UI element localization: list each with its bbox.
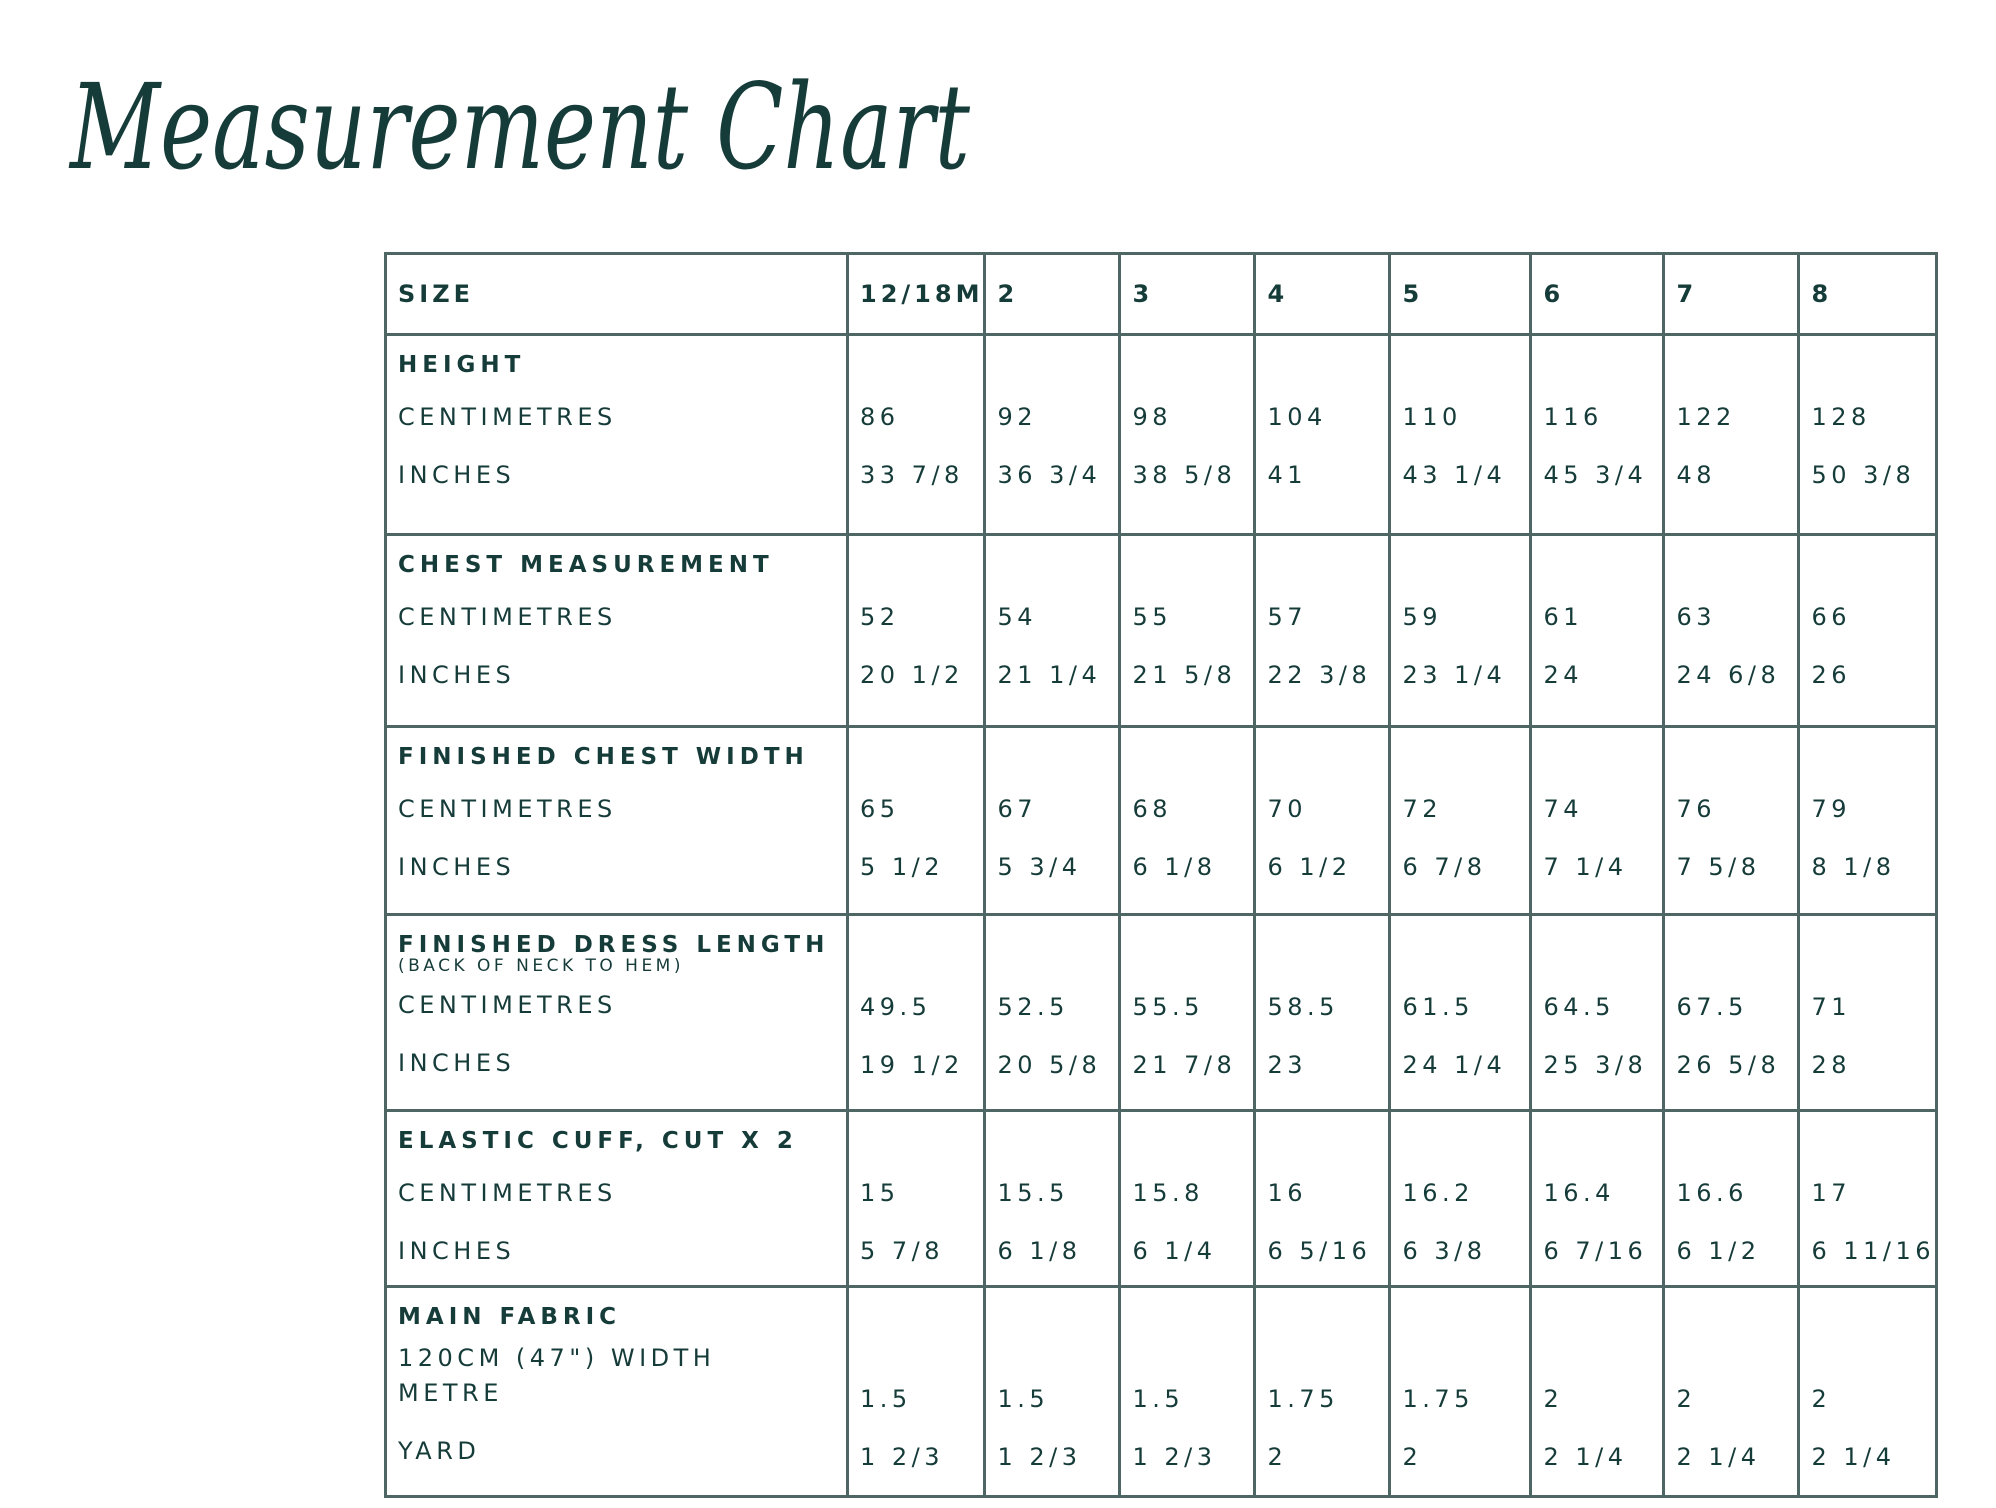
measurement-value: 16.2 [1402,1179,1474,1207]
value-cell [1531,727,1664,915]
measurement-value: 1 2/3 [860,1443,945,1471]
cell-spacer [997,728,1118,780]
measurement-value: 65 [860,795,900,823]
group-label: ELASTIC CUFF, CUT X 2 [398,1128,798,1154]
measurement-group-row [386,915,1937,1111]
measurement-value: 7 5/8 [1676,853,1761,881]
measurement-value: 76 [1676,795,1716,823]
measurement-value: 2 1/4 [1811,1443,1896,1471]
measurement-value: 67.5 [1676,993,1748,1021]
cell-spacer [1267,336,1388,388]
group-label-cell [386,535,848,727]
size-header-cell: 6 [1531,254,1664,335]
measurement-group-row [386,727,1937,915]
measurement-value: 41 [1267,461,1307,489]
measurement-group-row [386,335,1937,535]
measurement-value: 61 [1543,603,1583,631]
measurement-value: 57 [1267,603,1307,631]
value-cell [1531,1111,1664,1287]
cell-spacer [1402,1288,1529,1370]
value-cell [1255,1111,1390,1287]
measurement-value: 2 [1811,1385,1832,1413]
measurement-value: 22 3/8 [1267,661,1372,689]
cell-spacer [1543,728,1662,780]
cell-spacer [1543,1288,1662,1370]
measurement-table [384,252,1938,1498]
cell-spacer [1811,916,1935,978]
measurement-value: 59 [1402,603,1442,631]
measurement-value: 21 7/8 [1132,1051,1237,1079]
size-header-cell: 2 [985,254,1120,335]
measurement-value: 98 [1132,403,1172,431]
measurement-value: 48 [1676,461,1716,489]
measurement-value: 5 7/8 [860,1237,945,1265]
measurement-value: 50 3/8 [1811,461,1916,489]
size-header-cell: 5 [1390,254,1531,335]
value-cell [1120,1111,1255,1287]
measurement-value: 19 1/2 [860,1051,964,1079]
measurement-value: 8 1/8 [1811,853,1896,881]
cell-spacer [1132,336,1253,388]
measurement-value: 24 1/4 [1402,1051,1507,1079]
unit-label: YARD [398,1437,481,1465]
measurement-value: 1.5 [997,1385,1050,1413]
value-cell [1120,535,1255,727]
cell-spacer [1402,916,1529,978]
cell-spacer [997,1112,1118,1164]
cell-spacer [860,1112,983,1164]
measurement-value: 52 [860,603,900,631]
value-cell [1255,535,1390,727]
unit-label: INCHES [398,1049,516,1077]
value-cell [848,335,985,535]
measurement-group-row [386,1111,1937,1287]
measurement-value: 28 [1811,1051,1851,1079]
group-label: HEIGHT [398,352,526,378]
value-cell [1799,915,1937,1111]
size-header-cell: 12/18M [848,254,985,335]
cell-spacer [1267,536,1388,588]
value-cell [1799,1111,1937,1287]
unit-label: INCHES [398,461,516,489]
value-cell [1531,535,1664,727]
measurement-value: 16.6 [1676,1179,1748,1207]
unit-label: METRE [398,1379,503,1407]
value-cell [1531,335,1664,535]
page-title [70,40,1030,215]
measurement-value: 16 [1267,1179,1307,1207]
value-cell [985,727,1120,915]
value-cell [848,1287,985,1497]
value-cell [1255,727,1390,915]
measurement-value: 68 [1132,795,1172,823]
measurement-value: 110 [1402,403,1462,431]
value-cell [1531,1287,1664,1497]
measurement-table-wrapper [384,252,1938,1498]
cell-spacer [860,728,983,780]
measurement-value: 6 11/16 [1811,1237,1936,1265]
cell-spacer [1676,1288,1797,1370]
measurement-value: 6 5/16 [1267,1237,1372,1265]
value-cell [1390,335,1531,535]
size-header-row [386,254,1937,335]
measurement-value: 21 5/8 [1132,661,1237,689]
cell-spacer [1402,336,1529,388]
value-cell [1120,1287,1255,1497]
cell-spacer [1676,916,1797,978]
value-cell [1390,1111,1531,1287]
cell-spacer [1811,336,1935,388]
unit-label: CENTIMETRES [398,603,617,631]
measurement-value: 26 5/8 [1676,1051,1781,1079]
cell-spacer [1267,728,1388,780]
measurement-value: 2 [1676,1385,1697,1413]
measurement-value: 21 1/4 [997,661,1102,689]
measurement-value: 25 3/8 [1543,1051,1648,1079]
measurement-value: 6 1/8 [997,1237,1082,1265]
measurement-value: 5 1/2 [860,853,945,881]
cell-spacer [860,536,983,588]
measurement-value: 6 1/8 [1132,853,1217,881]
unit-label: INCHES [398,1237,516,1265]
measurement-value: 1.75 [1402,1385,1474,1413]
measurement-value: 2 [1402,1443,1423,1471]
cell-spacer [997,336,1118,388]
cell-spacer [1811,1288,1935,1370]
measurement-group-row [386,535,1937,727]
cell-spacer [1676,536,1797,588]
measurement-value: 2 [1267,1443,1288,1471]
measurement-value: 58.5 [1267,993,1339,1021]
measurement-value: 6 1/2 [1676,1237,1761,1265]
measurement-value: 7 1/4 [1543,853,1628,881]
measurement-value: 2 1/4 [1676,1443,1761,1471]
measurement-value: 1.75 [1267,1385,1339,1413]
value-cell [1255,915,1390,1111]
measurement-value: 52.5 [997,993,1069,1021]
measurement-value: 67 [997,795,1037,823]
cell-spacer [1132,1288,1253,1370]
measurement-value: 92 [997,403,1037,431]
measurement-value: 49.5 [860,993,932,1021]
measurement-value: 36 3/4 [997,461,1102,489]
size-header-cell: 7 [1664,254,1799,335]
measurement-value: 64.5 [1543,993,1615,1021]
cell-spacer [997,1288,1118,1370]
measurement-value: 2 1/4 [1543,1443,1628,1471]
cell-spacer [997,536,1118,588]
measurement-value: 1 2/3 [1132,1443,1217,1471]
value-cell [985,1111,1120,1287]
value-cell [1255,335,1390,535]
measurement-value: 24 6/8 [1676,661,1781,689]
value-cell [1255,1287,1390,1497]
measurement-value: 1.5 [860,1385,912,1413]
unit-label: CENTIMETRES [398,1179,617,1207]
group-label: CHEST MEASUREMENT [398,552,774,578]
measurement-value: 15 [860,1179,900,1207]
measurement-value: 33 7/8 [860,461,964,489]
measurement-value: 1 2/3 [997,1443,1082,1471]
unit-label: CENTIMETRES [398,991,617,1019]
value-cell [985,915,1120,1111]
value-cell [1390,915,1531,1111]
cell-spacer [1676,336,1797,388]
measurement-value: 2 [1543,1385,1564,1413]
cell-spacer [1543,1112,1662,1164]
value-cell [1120,915,1255,1111]
measurement-value: 128 [1811,403,1871,431]
unit-label: INCHES [398,661,516,689]
measurement-value: 26 [1811,661,1851,689]
measurement-value: 55 [1132,603,1172,631]
cell-spacer [1267,1288,1388,1370]
cell-spacer [1132,916,1253,978]
value-cell [1799,335,1937,535]
size-header-cell: 8 [1799,254,1937,335]
value-cell [848,727,985,915]
group-label-cell [386,335,848,535]
measurement-value: 72 [1402,795,1442,823]
value-cell [1664,535,1799,727]
measurement-value: 74 [1543,795,1583,823]
measurement-value: 6 1/2 [1267,853,1352,881]
value-cell [848,535,985,727]
size-header-cell: 3 [1120,254,1255,335]
cell-spacer [1132,536,1253,588]
cell-spacer [860,336,983,388]
value-cell [1120,727,1255,915]
unit-label: CENTIMETRES [398,403,617,431]
group-label-cell [386,727,848,915]
cell-spacer [1132,1112,1253,1164]
value-cell [1120,335,1255,535]
measurement-value: 79 [1811,795,1851,823]
measurement-value: 70 [1267,795,1307,823]
measurement-value: 6 3/8 [1402,1237,1487,1265]
group-label: FINISHED CHEST WIDTH [398,744,809,770]
value-cell [1390,727,1531,915]
measurement-value: 23 [1267,1051,1307,1079]
measurement-value: 16.4 [1543,1179,1615,1207]
measurement-value: 45 3/4 [1543,461,1648,489]
measurement-value: 66 [1811,603,1851,631]
group-label: MAIN FABRIC [398,1304,622,1330]
value-cell [1799,535,1937,727]
group-label: FINISHED DRESS LENGTH [398,932,830,958]
value-cell [985,1287,1120,1497]
measurement-value: 5 3/4 [997,853,1082,881]
page-title-text: Measurement Chart [68,58,971,196]
measurement-value: 17 [1811,1179,1851,1207]
measurement-value: 61.5 [1402,993,1474,1021]
measurement-value: 122 [1676,403,1736,431]
value-cell [1664,727,1799,915]
measurement-group-row [386,1287,1937,1497]
cell-spacer [1543,536,1662,588]
cell-spacer [1267,916,1388,978]
group-caption: 120CM (47") WIDTH [398,1344,716,1372]
cell-spacer [860,1288,983,1370]
measurement-value: 20 1/2 [860,661,964,689]
measurement-value: 24 [1543,661,1583,689]
cell-spacer [1402,1112,1529,1164]
size-header-cell: 4 [1255,254,1390,335]
unit-label: CENTIMETRES [398,795,617,823]
cell-spacer [1811,728,1935,780]
measurement-value: 63 [1676,603,1716,631]
cell-spacer [1676,728,1797,780]
cell-spacer [997,916,1118,978]
measurement-value: 116 [1543,403,1603,431]
cell-spacer [1676,1112,1797,1164]
value-cell [1390,535,1531,727]
group-label-cell [386,1111,848,1287]
cell-spacer [860,916,983,978]
value-cell [1390,1287,1531,1497]
value-cell [1664,1287,1799,1497]
value-cell [1799,727,1937,915]
value-cell [985,335,1120,535]
measurement-value: 15.5 [997,1179,1069,1207]
cell-spacer [1402,536,1529,588]
value-cell [848,1111,985,1287]
cell-spacer [1543,336,1662,388]
group-label-cell [386,915,848,1111]
cell-spacer [1402,728,1529,780]
measurement-value: 71 [1811,993,1851,1021]
cell-spacer [1543,916,1662,978]
value-cell [1531,915,1664,1111]
value-cell [985,535,1120,727]
value-cell [1664,915,1799,1111]
measurement-value: 38 5/8 [1132,461,1237,489]
group-sublabel: (BACK OF NECK TO HEM) [398,956,684,976]
measurement-value: 54 [997,603,1037,631]
measurement-value: 43 1/4 [1402,461,1507,489]
measurement-value: 23 1/4 [1402,661,1507,689]
cell-spacer [1811,536,1935,588]
measurement-value: 55.5 [1132,993,1204,1021]
value-cell [1664,1111,1799,1287]
cell-spacer [1267,1112,1388,1164]
value-cell [1799,1287,1937,1497]
unit-label: INCHES [398,853,516,881]
group-label-cell [386,1287,848,1497]
measurement-value: 20 5/8 [997,1051,1102,1079]
cell-spacer [1132,728,1253,780]
measurement-value: 104 [1267,403,1327,431]
value-cell [848,915,985,1111]
cell-spacer [1811,1112,1935,1164]
measurement-value: 6 1/4 [1132,1237,1217,1265]
measurement-value: 6 7/8 [1402,853,1487,881]
measurement-value: 15.8 [1132,1179,1204,1207]
measurement-value: 6 7/16 [1543,1237,1648,1265]
measurement-value: 86 [860,403,900,431]
value-cell [1664,335,1799,535]
size-header-label: SIZE [386,254,848,335]
measurement-value: 1.5 [1132,1385,1185,1413]
